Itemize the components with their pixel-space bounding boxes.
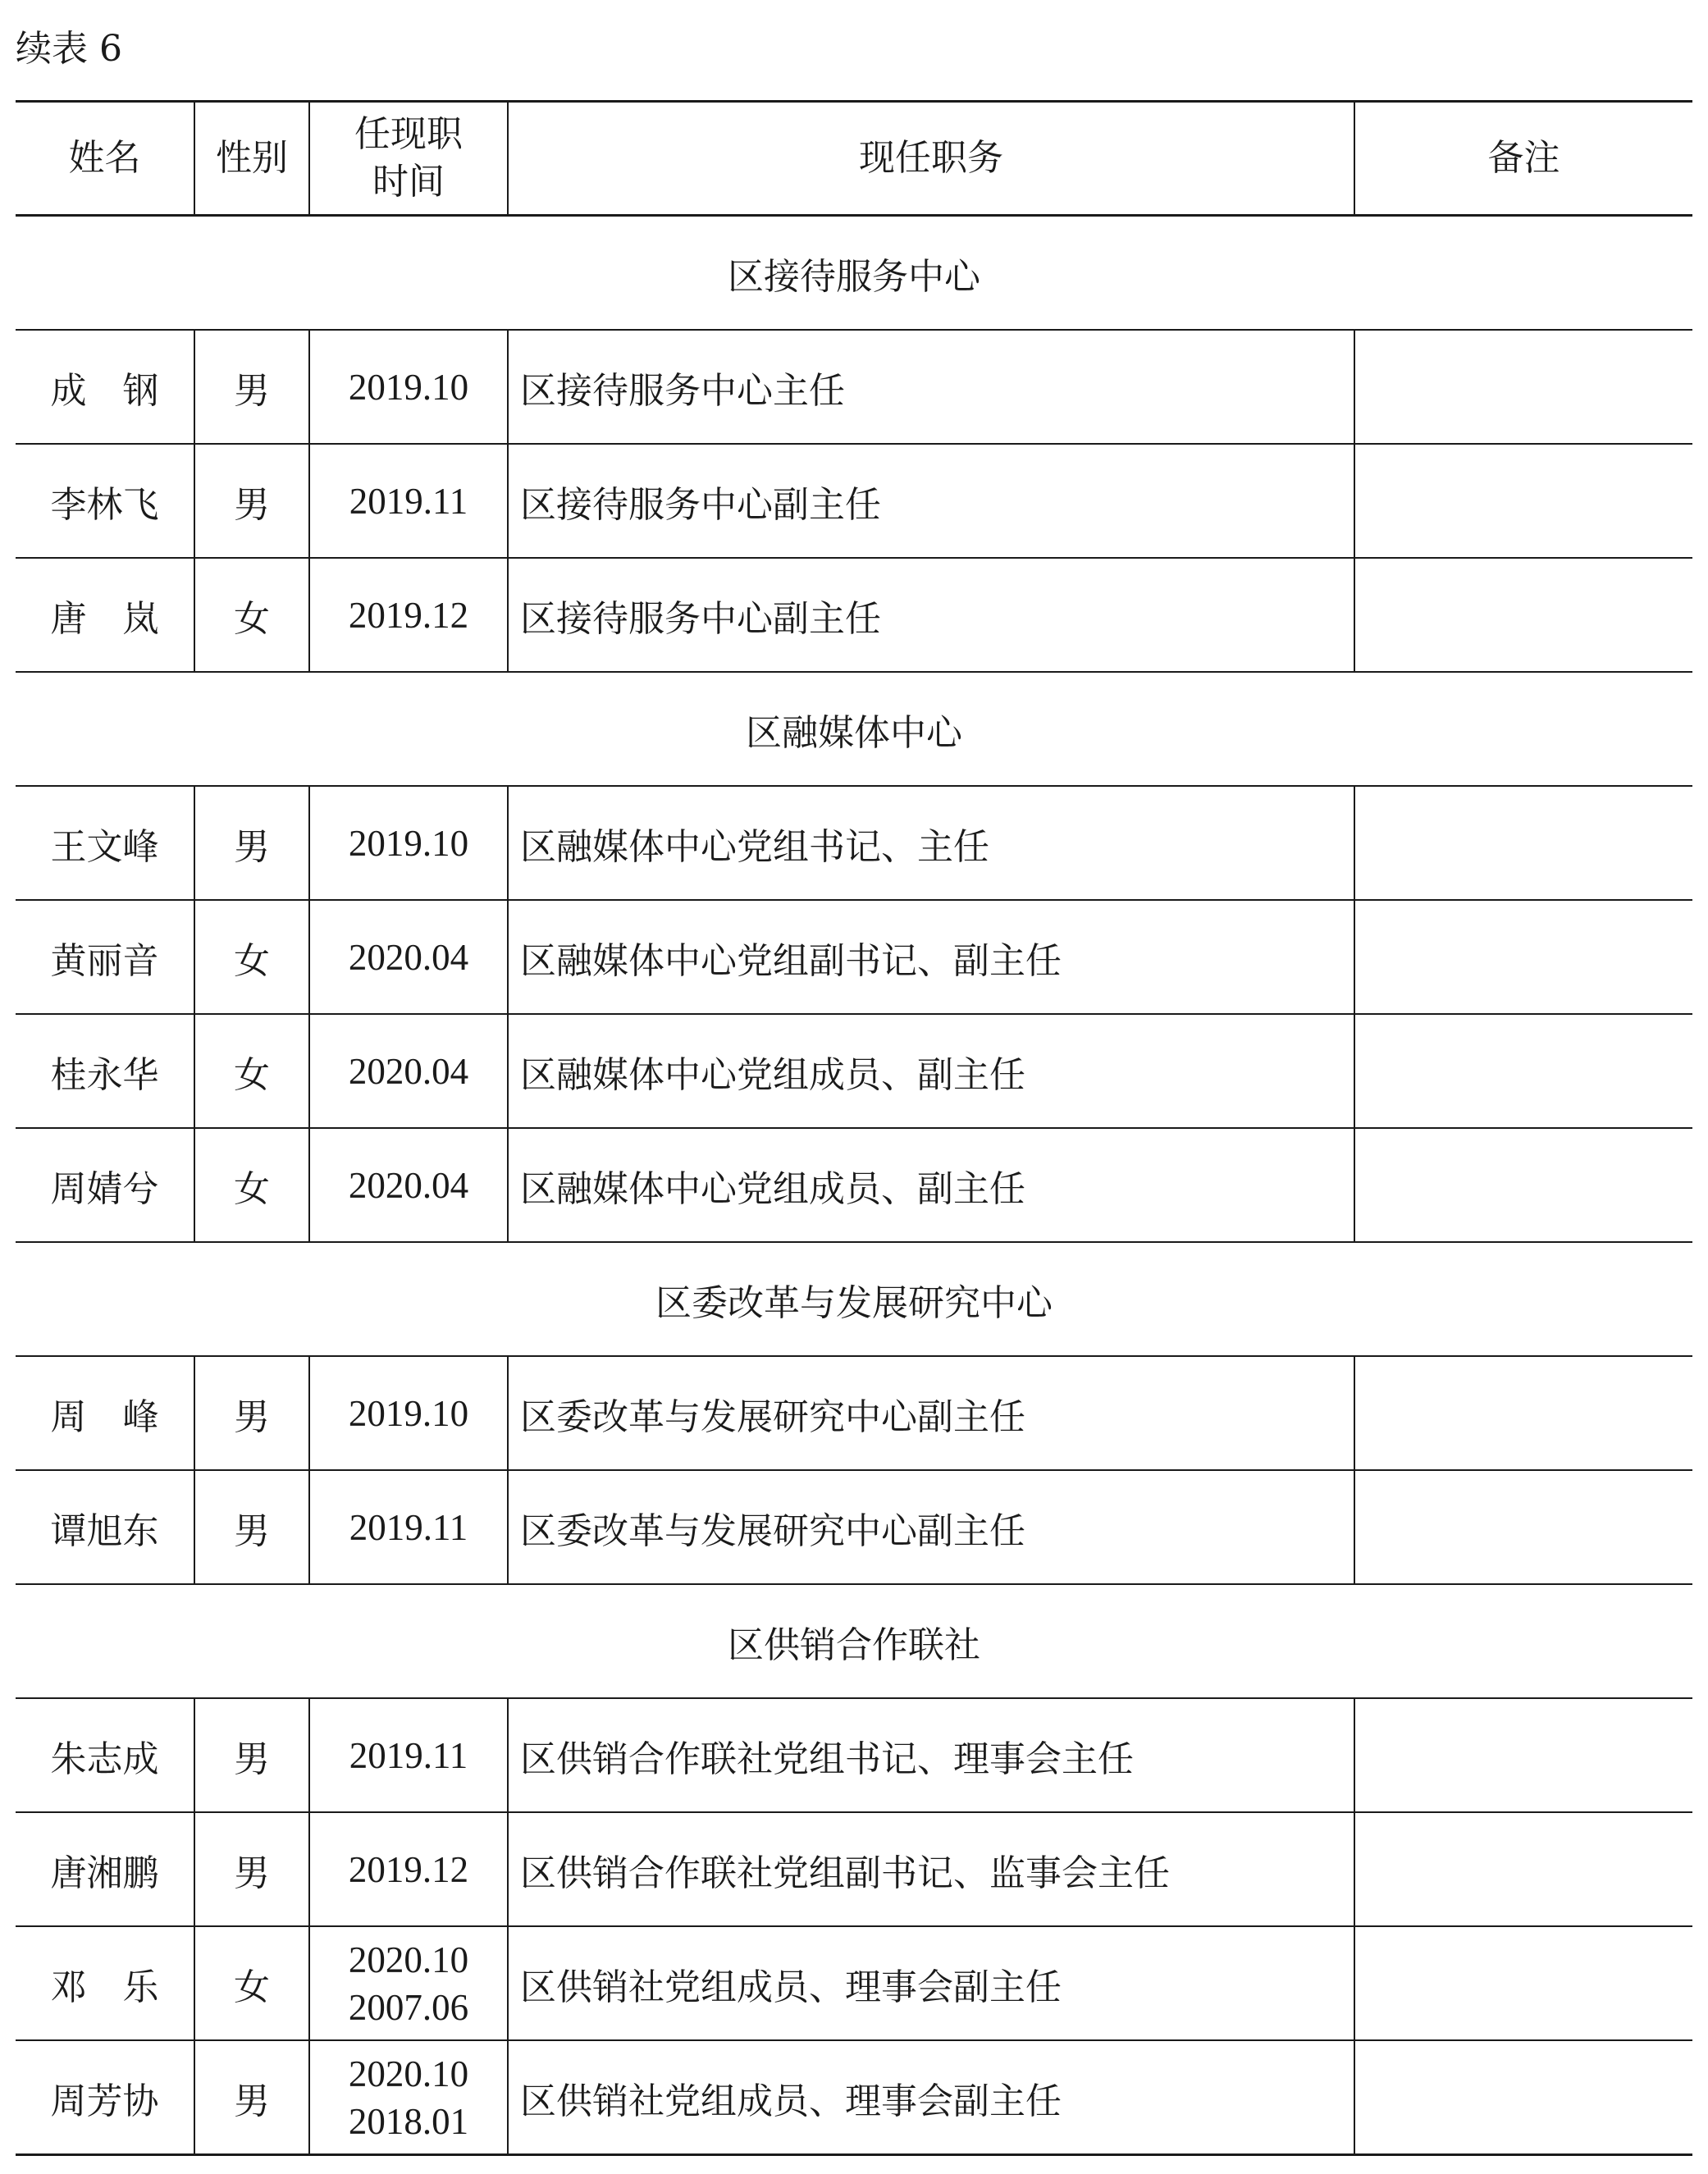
- table-row: [16, 558, 1692, 672]
- section-title: 区供销合作联社: [16, 1584, 1692, 1698]
- cell-gender: 男: [194, 1470, 309, 1584]
- person-name: 周峰: [50, 1395, 195, 1438]
- table-row: [16, 1926, 1692, 2040]
- header-name: 姓名: [16, 102, 194, 216]
- cell-position: 区融媒体中心党组成员、副主任: [508, 1014, 1354, 1128]
- header-time-line1: 任现职: [354, 113, 463, 155]
- cell-note: [1354, 1356, 1692, 1470]
- cell-name: [16, 786, 194, 900]
- cell-date: [309, 1014, 508, 1128]
- table-row: [16, 444, 1692, 558]
- section-title: 区接待服务中心: [16, 216, 1692, 331]
- date-value: 2019.10: [348, 366, 469, 408]
- cell-position: 区融媒体中心党组成员、副主任: [508, 1128, 1354, 1242]
- cell-name: [16, 1698, 194, 1812]
- section-row: [16, 1242, 1692, 1356]
- table-row: [16, 786, 1692, 900]
- cell-note: [1354, 444, 1692, 558]
- table-row: [16, 330, 1692, 444]
- cell-name: [16, 900, 194, 1014]
- section-row: [16, 216, 1692, 331]
- date-value: 2020.04: [348, 936, 469, 978]
- date-value: 2019.12: [348, 594, 469, 636]
- person-name: 谭旭东: [50, 1509, 159, 1552]
- cell-gender: 男: [194, 1698, 309, 1812]
- cell-gender: 男: [194, 2040, 309, 2155]
- cell-note: [1354, 786, 1692, 900]
- cell-date: [309, 1698, 508, 1812]
- cell-date: [309, 330, 508, 444]
- cell-name: [16, 558, 194, 672]
- date-value: 2019.11: [349, 480, 468, 522]
- cell-date: [309, 558, 508, 672]
- person-name: 王文峰: [50, 825, 159, 868]
- cell-name: [16, 1926, 194, 2040]
- table-caption: 续表 6: [16, 28, 122, 70]
- cell-position: 区委改革与发展研究中心副主任: [508, 1470, 1354, 1584]
- personnel-table: [16, 100, 1692, 2156]
- cell-gender: 女: [194, 1014, 309, 1128]
- cell-date: [309, 444, 508, 558]
- table-row: [16, 1812, 1692, 1926]
- section-row: [16, 672, 1692, 786]
- cell-note: [1354, 1014, 1692, 1128]
- table-row: [16, 900, 1692, 1014]
- cell-date: [309, 900, 508, 1014]
- cell-name: [16, 2040, 194, 2155]
- date-value: 2020.10: [348, 2053, 469, 2094]
- cell-note: [1354, 1470, 1692, 1584]
- cell-note: [1354, 1128, 1692, 1242]
- date-value: 2019.11: [349, 1734, 468, 1776]
- table-body: [16, 102, 1692, 2155]
- date-value: 2019.10: [348, 822, 469, 864]
- person-name: 邓乐: [50, 1966, 195, 2008]
- cell-gender: 女: [194, 1128, 309, 1242]
- section-row: [16, 1584, 1692, 1698]
- cell-position: 区供销合作联社党组副书记、监事会主任: [508, 1812, 1354, 1926]
- cell-position: 区供销合作联社党组书记、理事会主任: [508, 1698, 1354, 1812]
- date-value: 2007.06: [348, 1986, 469, 2028]
- section-title: 区委改革与发展研究中心: [16, 1242, 1692, 1356]
- header-time-line2: 时间: [372, 161, 445, 203]
- cell-position: 区接待服务中心主任: [508, 330, 1354, 444]
- cell-gender: 男: [194, 444, 309, 558]
- date-value: 2019.12: [348, 1848, 469, 1890]
- person-name: 周婧兮: [50, 1167, 159, 1210]
- cell-name: [16, 444, 194, 558]
- person-name: 成钢: [50, 369, 195, 412]
- cell-position: 区融媒体中心党组书记、主任: [508, 786, 1354, 900]
- cell-position: 区供销社党组成员、理事会副主任: [508, 2040, 1354, 2155]
- cell-date: [309, 1356, 508, 1470]
- cell-name: [16, 1812, 194, 1926]
- cell-note: [1354, 1926, 1692, 2040]
- cell-position: 区供销社党组成员、理事会副主任: [508, 1926, 1354, 2040]
- cell-gender: 男: [194, 1812, 309, 1926]
- cell-name: [16, 1128, 194, 1242]
- cell-date: [309, 2040, 508, 2155]
- header-row: [16, 102, 1692, 216]
- cell-date: [309, 1128, 508, 1242]
- cell-name: [16, 1470, 194, 1584]
- cell-gender: 女: [194, 900, 309, 1014]
- person-name: 李林飞: [50, 483, 159, 526]
- header-position: 现任职务: [508, 102, 1354, 216]
- cell-note: [1354, 2040, 1692, 2155]
- person-name: 桂永华: [50, 1053, 159, 1096]
- cell-name: [16, 1014, 194, 1128]
- date-value: 2019.11: [349, 1506, 468, 1548]
- table-row: [16, 1014, 1692, 1128]
- cell-gender: 女: [194, 1926, 309, 2040]
- cell-name: [16, 1356, 194, 1470]
- cell-note: [1354, 1698, 1692, 1812]
- cell-date: [309, 1470, 508, 1584]
- table-row: [16, 1470, 1692, 1584]
- cell-position: 区接待服务中心副主任: [508, 444, 1354, 558]
- date-value: 2020.04: [348, 1050, 469, 1092]
- cell-date: [309, 1812, 508, 1926]
- person-name: 周芳协: [50, 2080, 159, 2122]
- header-gender: 性别: [194, 102, 309, 216]
- cell-date: [309, 786, 508, 900]
- table-row: [16, 1698, 1692, 1812]
- person-name: 唐岚: [50, 597, 195, 640]
- person-name: 唐湘鹏: [50, 1852, 159, 1894]
- header-note: 备注: [1354, 102, 1692, 216]
- cell-gender: 女: [194, 558, 309, 672]
- cell-date: [309, 1926, 508, 2040]
- header-time: [309, 102, 508, 216]
- cell-position: 区接待服务中心副主任: [508, 558, 1354, 672]
- table-row: [16, 1128, 1692, 1242]
- date-value: 2018.01: [348, 2100, 469, 2142]
- cell-name: [16, 330, 194, 444]
- cell-position: 区融媒体中心党组副书记、副主任: [508, 900, 1354, 1014]
- cell-note: [1354, 1812, 1692, 1926]
- cell-position: 区委改革与发展研究中心副主任: [508, 1356, 1354, 1470]
- cell-note: [1354, 330, 1692, 444]
- cell-note: [1354, 558, 1692, 672]
- date-value: 2019.10: [348, 1392, 469, 1434]
- date-value: 2020.04: [348, 1164, 469, 1206]
- cell-gender: 男: [194, 330, 309, 444]
- cell-gender: 男: [194, 786, 309, 900]
- table-row: [16, 1356, 1692, 1470]
- section-title: 区融媒体中心: [16, 672, 1692, 786]
- person-name: 朱志成: [50, 1738, 159, 1780]
- date-value: 2020.10: [348, 1939, 469, 1980]
- table-row: [16, 2040, 1692, 2155]
- cell-note: [1354, 900, 1692, 1014]
- person-name: 黄丽音: [50, 939, 159, 982]
- cell-gender: 男: [194, 1356, 309, 1470]
